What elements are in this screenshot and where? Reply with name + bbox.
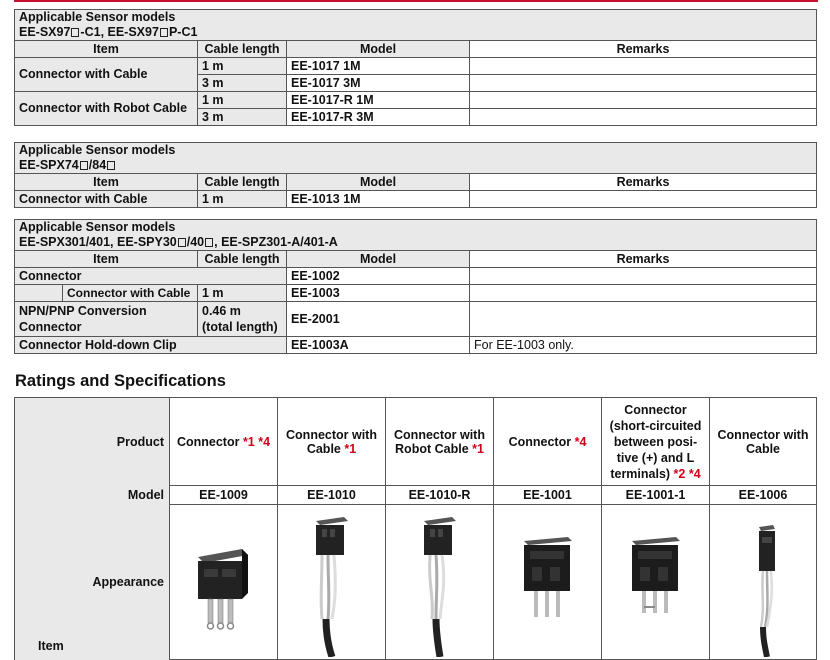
remarks-cell (470, 302, 817, 337)
model-cell: EE-1001-1 (602, 486, 710, 505)
remarks-cell (470, 92, 817, 109)
sensor-models: EE-SX97 -C1, EE-SX97 P-C1 (19, 25, 198, 39)
model-cell: EE-1001 (494, 486, 602, 505)
item-cell: Connector Hold-down Clip (15, 337, 287, 354)
ratings-section-title: Ratings and Specifications (15, 372, 226, 390)
product-cell: Connector with Cable (710, 398, 817, 486)
column-header-row (15, 251, 817, 268)
table-row (15, 92, 817, 109)
product-row (15, 398, 817, 486)
connector-with-cable-icon (278, 505, 386, 660)
product-cell: Connector *4 (494, 398, 602, 486)
model-cell: EE-1009 (170, 486, 278, 505)
model-cell: EE-1013 1M (287, 191, 470, 208)
sensor-header-row (15, 220, 817, 251)
remarks-cell (470, 268, 817, 285)
length-cell: 1 m (198, 58, 287, 75)
model-cell: EE-1003 (287, 285, 470, 302)
model-cell: EE-1017 3M (287, 75, 470, 92)
model-cell: EE-1017 1M (287, 58, 470, 75)
item-cell: Connector with Cable (15, 58, 198, 92)
length-cell: 1 m (198, 191, 287, 208)
connector-icon (494, 505, 602, 660)
item-cell: NPN/PNP Conversion Connector (15, 302, 198, 337)
col-cable-length: Cable length (198, 251, 287, 268)
model-cell: EE-2001 (287, 302, 470, 337)
column-header-row (15, 174, 817, 191)
model-cell: EE-1017-R 3M (287, 109, 470, 126)
col-model: Model (287, 41, 470, 58)
sensor-header-label: Applicable Sensor models (19, 10, 176, 24)
model-cell: EE-1003A (287, 337, 470, 354)
item-cell: Connector with Robot Cable (15, 92, 198, 126)
item-cell: Connector with Cable (15, 191, 198, 208)
product-cell: Connector with Robot Cable *1 (386, 398, 494, 486)
accessory-table-1 (14, 9, 817, 126)
sensor-models: EE-SPX74 /84 (19, 158, 812, 173)
appearance-row (15, 505, 817, 660)
col-cable-length: Cable length (198, 41, 287, 58)
remarks-cell (470, 58, 817, 75)
model-row (15, 486, 817, 505)
model-cell: EE-1002 (287, 268, 470, 285)
sensor-models: EE-SPX301/401, EE-SPY30 /40 , EE-SPZ301-A/401-A (19, 235, 338, 249)
column-header-row (15, 41, 817, 58)
table-row (15, 285, 817, 302)
item-cell: Connector (15, 268, 287, 285)
col-remarks: Remarks (470, 174, 817, 191)
col-item: Item (15, 174, 198, 191)
accessory-table-3 (14, 219, 817, 354)
row-label-model: Model (15, 486, 170, 505)
model-cell: EE-1010 (278, 486, 386, 505)
length-cell: 1 m (198, 285, 287, 302)
sensor-header-label: Applicable Sensor models (19, 143, 176, 157)
remarks-cell (470, 75, 817, 92)
col-remarks: Remarks (470, 41, 817, 58)
remarks-cell (470, 109, 817, 126)
table-row (15, 191, 817, 208)
col-model: Model (287, 174, 470, 191)
remarks-cell (470, 285, 817, 302)
row-label-item: Item (38, 638, 64, 653)
table-row (15, 302, 817, 337)
model-cell: EE-1010-R (386, 486, 494, 505)
table-row (15, 337, 817, 354)
col-remarks: Remarks (470, 251, 817, 268)
product-cell: Connector *1 *4 (170, 398, 278, 486)
table-row (15, 58, 817, 75)
product-cell: Connector with Cable *1 (278, 398, 386, 486)
sensor-header-row (15, 10, 817, 41)
length-cell: 3 m (198, 109, 287, 126)
remarks-cell (470, 191, 817, 208)
col-cable-length: Cable length (198, 174, 287, 191)
model-cell: EE-1006 (710, 486, 817, 505)
remarks-cell: For EE-1003 only. (470, 337, 817, 354)
length-cell: 3 m (198, 75, 287, 92)
model-cell: EE-1017-R 1M (287, 92, 470, 109)
col-item: Item (15, 251, 198, 268)
row-label-appearance: Appearance Item (15, 505, 170, 660)
product-cell: Connector (short-circuited between posi-tive (+) and L terminals) *2 *4 (602, 398, 710, 486)
col-model: Model (287, 251, 470, 268)
connector-with-cable-icon (710, 505, 817, 660)
length-cell: 1 m (198, 92, 287, 109)
indent-cell (15, 285, 63, 302)
item-cell: Connector with Cable (63, 285, 198, 302)
col-item: Item (15, 41, 198, 58)
connector-icon (170, 505, 278, 660)
table-row (15, 268, 817, 285)
sensor-header-label: Applicable Sensor models (19, 220, 176, 234)
top-rule (14, 0, 818, 2)
accessory-table-2 (14, 142, 817, 208)
sensor-header-row (15, 143, 817, 174)
connector-icon (602, 505, 710, 660)
ratings-table (14, 397, 817, 660)
row-label-product: Product (15, 398, 170, 486)
connector-with-robot-cable-icon (386, 505, 494, 660)
length-cell: 0.46 m (total length) (198, 302, 287, 337)
